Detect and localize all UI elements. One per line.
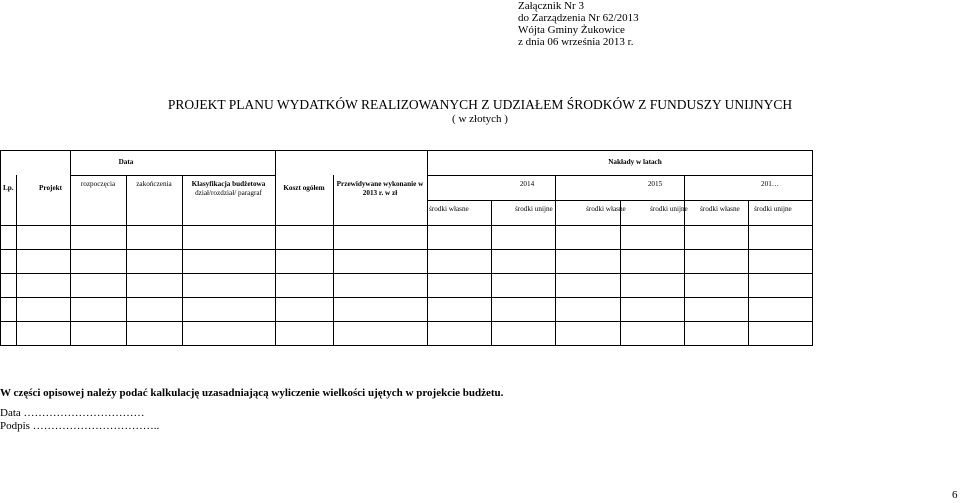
header-srodki-unijne-2015: środki unijne — [650, 205, 688, 213]
header-year-2014: 2014 — [519, 180, 535, 188]
annex-line-3: Wójta Gminy Żukowice — [518, 24, 625, 36]
header-srodki-unijne-201x: środki unijne — [754, 205, 792, 213]
header-projekt: Projekt — [39, 184, 63, 192]
page-number: 6 — [952, 489, 958, 501]
header-year-201x: 201… — [761, 180, 779, 188]
header-naklady: Nakłady w latach — [608, 158, 662, 166]
header-przewidywane-line1: Przewidywane wykonanie w — [336, 180, 424, 188]
header-koszt: Koszt ogółem — [283, 184, 325, 192]
header-klasyfikacja — [182, 180, 275, 198]
annex-reference — [518, 0, 639, 48]
signature-field: Podpis …………………………….. — [0, 420, 160, 432]
header-klasyfikacja-line2: dział/rozdział/ paragraf — [195, 189, 262, 197]
annex-line-2: do Zarządzenia Nr 62/2013 — [518, 12, 639, 24]
document-title: PROJEKT PLANU WYDATKÓW REALIZOWANYCH Z UDZIAŁEM ŚRODKÓW Z FUNDUSZY UNIJNYCH — [167, 97, 793, 112]
header-srodki-wlasne-2015: środki własne — [586, 205, 626, 213]
instruction-note: W części opisowej należy podać kalkulację uzasadniającą wyliczenie wielkości ujętych w projekcie budżetu. — [0, 387, 504, 399]
header-srodki-wlasne-2014: środki własne — [429, 205, 469, 213]
header-lp: Lp. — [3, 184, 14, 192]
header-klasyfikacja-line1: Klasyfikacja budżetowa — [191, 180, 266, 188]
header-data: Data — [118, 158, 134, 166]
date-field: Data …………………………… — [0, 407, 145, 419]
annex-line-4: z dnia 06 września 2013 r. — [518, 36, 634, 48]
header-srodki-unijne-2014: środki unijne — [515, 205, 553, 213]
header-srodki-wlasne-201x: środki własne — [700, 205, 740, 213]
document-subtitle: ( w złotych ) — [452, 113, 508, 125]
header-zakonczenia: zakończenia — [136, 180, 172, 188]
header-przewidywane-line2: 2013 r. w zł — [362, 189, 398, 197]
annex-line-1: Załącznik Nr 3 — [518, 0, 584, 12]
header-year-2015: 2015 — [647, 180, 663, 188]
header-rozpoczecia: rozpoczęcia — [80, 180, 116, 188]
header-przewidywane — [333, 180, 427, 198]
